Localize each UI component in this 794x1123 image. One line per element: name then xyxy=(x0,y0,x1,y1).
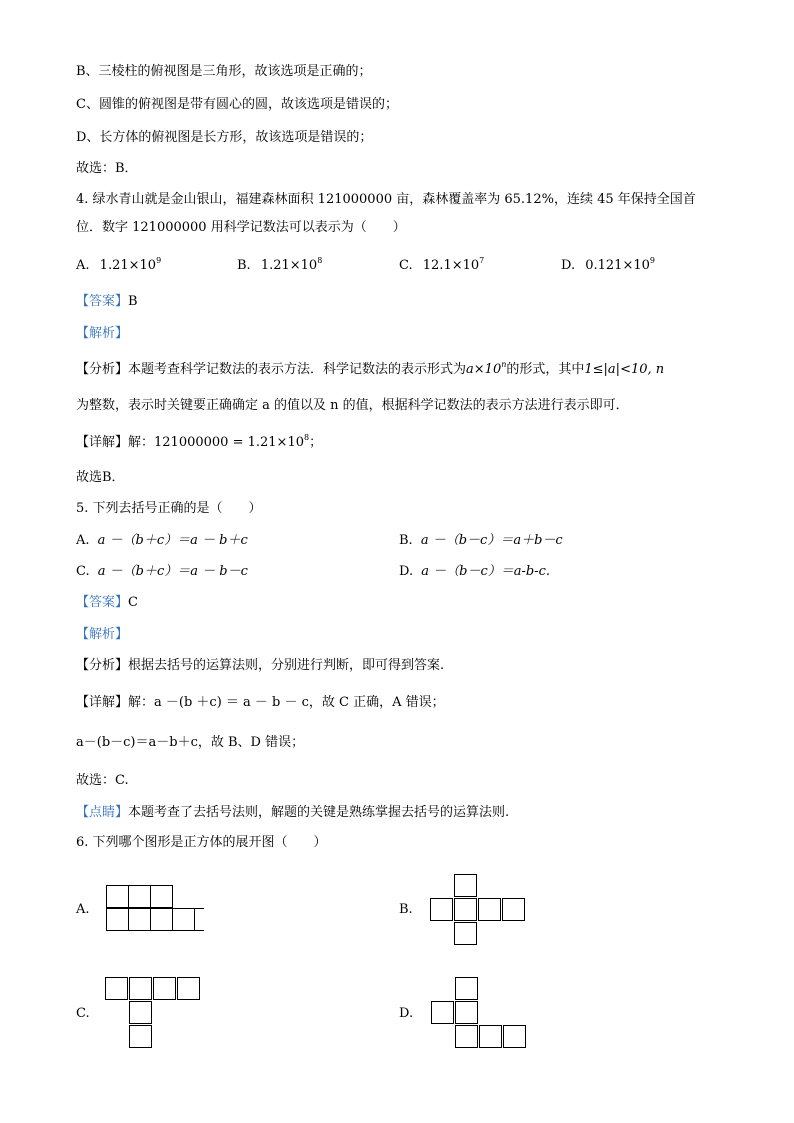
q5-answer xyxy=(76,593,138,613)
answer-value: B xyxy=(128,294,138,309)
net-square xyxy=(455,1025,478,1048)
option-exponent: 7 xyxy=(479,256,485,265)
q4-option-a xyxy=(76,256,161,276)
option-label: B. xyxy=(237,258,251,273)
xiangjie-label: 【详解】 xyxy=(76,435,129,450)
q4-conclusion: 故选B． xyxy=(76,470,125,485)
q5-analysis-heading xyxy=(76,625,128,645)
q5-fenxi xyxy=(76,656,444,676)
net-square xyxy=(455,977,478,1000)
q5-option-c xyxy=(76,562,248,582)
option-value: 1.21×10 xyxy=(260,258,318,273)
q4-option-c xyxy=(399,256,484,276)
q4-answer xyxy=(76,292,138,312)
option-exponent: 9 xyxy=(649,256,655,265)
net-square xyxy=(454,922,477,945)
net-square xyxy=(129,1001,152,1024)
q4-fenxi xyxy=(76,360,664,380)
q5-xiangjie xyxy=(76,693,445,713)
net-square xyxy=(479,1025,502,1048)
fenxi-text-b: 的形式，其中 xyxy=(506,362,585,377)
q6-figure-d-net xyxy=(431,977,527,1049)
option-label: D. xyxy=(399,564,414,579)
option-label: C. xyxy=(399,258,413,273)
fenxi-form: a×10 xyxy=(466,362,502,377)
option-expression: a －（b＋c）＝a － b＋c xyxy=(97,533,248,548)
net-square xyxy=(194,908,204,931)
option-value: 1.21×10 xyxy=(99,258,157,273)
fenxi-text: 本题考查科学记数法的表示方法．科学记数法的表示形式为 xyxy=(128,362,467,377)
q5-option-a xyxy=(76,531,248,551)
xiangjie-label: 【详解】 xyxy=(76,695,129,710)
q6-figure-a-label: A. xyxy=(76,902,90,917)
net-square xyxy=(106,908,129,931)
net-square xyxy=(503,1025,526,1048)
dianjing-text: 本题考查了去括号法则，解题的关键是熟练掌握去括号的运算法则. xyxy=(128,805,510,820)
answer-label: 【答案】 xyxy=(76,595,129,610)
analysis-label: 【解析】 xyxy=(76,326,129,341)
net-square xyxy=(129,977,152,1000)
fenxi-label: 【分析】 xyxy=(76,658,129,673)
net-square xyxy=(150,885,173,908)
q3-option-b-explanation: B、三棱柱的俯视图是三角形，故该选项是正确的； xyxy=(76,64,372,79)
net-square xyxy=(454,874,477,897)
q4-fenxi-line2: 为整数，表示时关键要正确确定 a 的值以及 n 的值，根据科学记数法的表示方法进行表示即可． xyxy=(76,398,629,413)
option-label: D. xyxy=(561,258,576,273)
net-square xyxy=(153,977,176,1000)
net-square xyxy=(177,977,200,1000)
option-label: C. xyxy=(76,564,90,579)
fenxi-condition: 1≤|a|<10, n xyxy=(584,362,665,377)
net-square xyxy=(502,898,525,921)
q4-option-d xyxy=(561,256,655,276)
answer-label: 【答案】 xyxy=(76,294,129,309)
q3-conclusion: 故选：B． xyxy=(76,161,138,176)
xiangjie-end: ； xyxy=(309,435,323,450)
q3-option-d-explanation: D、长方体的俯视图是长方形，故该选项是错误的； xyxy=(76,130,373,145)
fenxi-text: 根据去括号的运算法则，分别进行判断，即可得到答案. xyxy=(128,658,445,673)
option-exponent: 9 xyxy=(156,256,162,265)
net-square xyxy=(106,885,129,908)
option-label: A. xyxy=(76,258,90,273)
option-label: A. xyxy=(76,533,90,548)
net-square xyxy=(454,898,477,921)
option-value: 12.1×10 xyxy=(422,258,480,273)
net-square xyxy=(105,977,128,1000)
option-exponent: 8 xyxy=(317,256,323,265)
q4-stem-line2: 位．数字 121000000 用科学记数法可以表示为（ ） xyxy=(76,220,406,235)
answer-value: C xyxy=(128,595,138,610)
option-expression: a －（b－c）＝a-b-c. xyxy=(421,564,550,579)
xiangjie-text: 解：a －(b ＋c) ＝ a － b － c，故 C 正确，A 错误； xyxy=(128,695,445,710)
q5-xiangjie-line2: a－(b－c)＝a－b＋c，故 B、D 错误； xyxy=(76,735,305,750)
dianjing-label: 【点睛】 xyxy=(76,805,129,820)
fenxi-label: 【分析】 xyxy=(76,362,129,377)
q6-stem: 6. 下列哪个图形是正方体的展开图（ ） xyxy=(76,835,327,850)
option-expression: a －（b－c）＝a＋b－c xyxy=(420,533,563,548)
option-label: B. xyxy=(399,533,413,548)
q4-option-b xyxy=(237,256,322,276)
q6-figure-b-label: B. xyxy=(399,902,413,917)
net-square xyxy=(129,1025,152,1048)
option-expression: a －（b＋c）＝a － b－c xyxy=(97,564,248,579)
xiangjie-text: 解：121000000 = 1.21×10 xyxy=(128,435,304,450)
q5-stem: 5. 下列去括号正确的是（ ） xyxy=(76,501,262,516)
q5-dianjing xyxy=(76,803,509,823)
q6-figure-d-label: D. xyxy=(399,1006,414,1021)
net-square xyxy=(478,898,501,921)
q5-conclusion: 故选：C. xyxy=(76,773,129,788)
q5-option-b xyxy=(399,531,563,551)
option-value: 0.121×10 xyxy=(585,258,650,273)
q5-option-d xyxy=(399,562,550,582)
net-square xyxy=(430,898,453,921)
net-square xyxy=(128,908,151,931)
net-square xyxy=(128,885,151,908)
q6-figure-c-label: C. xyxy=(76,1006,90,1021)
net-square xyxy=(172,908,195,931)
q4-xiangjie xyxy=(76,433,322,453)
q6-figure-a-net xyxy=(106,885,204,933)
net-square xyxy=(455,1001,478,1024)
q6-figure-c-net xyxy=(105,977,203,1049)
xiangjie-exponent: 8 xyxy=(304,433,310,442)
net-square xyxy=(150,908,173,931)
q4-stem-line1: 4. 绿水青山就是金山银山，福建森林面积 121000000 亩，森林覆盖率为 65.12%，连续 45 年保持全国首 xyxy=(76,192,696,207)
q3-option-c-explanation: C、圆锥的俯视图是带有圆心的圆，故该选项是错误的； xyxy=(76,97,398,112)
q6-figure-b-net xyxy=(430,874,528,946)
q4-analysis-heading xyxy=(76,324,128,344)
fenxi-form-exponent: n xyxy=(501,360,507,369)
net-square xyxy=(431,1001,454,1024)
analysis-label: 【解析】 xyxy=(76,627,129,642)
